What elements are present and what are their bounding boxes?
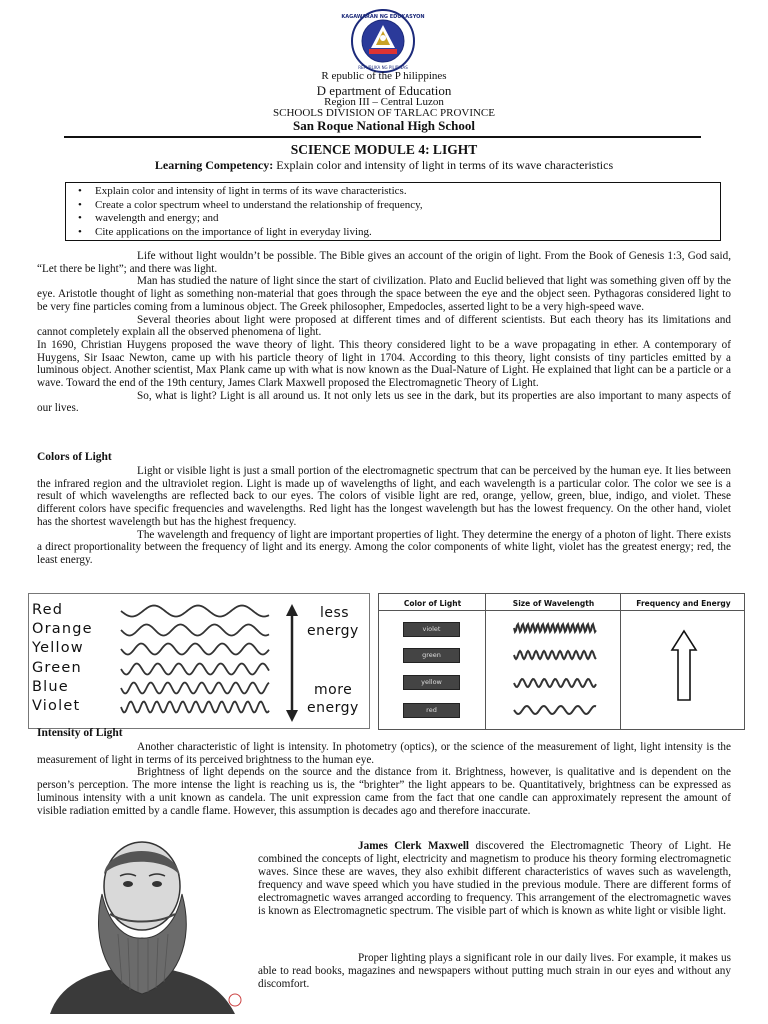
wavelength-violet — [514, 624, 596, 632]
deped-seal-icon — [339, 8, 427, 74]
wavelength-column-header: Size of Wavelength — [512, 599, 595, 608]
energy-arrow-down-icon — [286, 710, 298, 722]
spectrum-label-red: Red — [32, 602, 64, 618]
maxwell-name: James Clerk Maxwell — [358, 840, 470, 852]
region-line: Region III – Central Luzon — [324, 96, 444, 108]
division-line: SCHOOLS DIVISION OF TARLAC PROVINCE — [273, 107, 495, 119]
color-column — [379, 594, 486, 729]
more-energy-label: energy — [307, 700, 359, 716]
objective-item: • Create a color spectrum wheel to understand the relationship of frequency, — [74, 199, 712, 213]
wave-yellow — [121, 644, 269, 655]
energy-column-header: Frequency and Energy — [636, 599, 731, 608]
school-name: San Roque National High School — [292, 118, 476, 133]
colors-paragraph: Light or visible light is just a small portion of the electromagnetic spectrum that can be perceived by the human eye. It lies between the infrared region and the ultraviolet region. Light is made up of wavelengths of light, and each wavelength is a particular color. The color we see is a result of which wavelengths are reflected back to our eyes. The colors of visible light are red, orange, yellow, green, blue, indigo, and violet. These different colors have specific frequencies and wavelengths. Red light has the longest wavelength but has the lowest frequency. On the other hand, violet has the shortest wavelength but has the highest frequency. — [37, 465, 731, 528]
colors-heading: Colors of Light — [37, 451, 112, 463]
color-table — [378, 593, 745, 730]
more-label: more — [314, 682, 353, 698]
swatch-green: green — [403, 648, 460, 663]
spectrum-label-green: Green — [32, 660, 82, 676]
seal-bottom-text: REPUBLIKA NG PILIPINAS — [358, 65, 408, 70]
intensity-paragraph: Another characteristic of light is intensity. In photometry (optics), or the science of the measurement of light, light intensity is the measurement of light in terms of its perceived brightness to the human eye. — [37, 741, 731, 766]
department-line: D epartment of Education — [316, 83, 452, 98]
learning-competency — [0, 158, 768, 173]
intro-paragraph: So, what is light? Light is all around us. It not only lets us see in the dark, but its properties are also important to many aspects of our lives. — [37, 389, 731, 415]
intro-paragraph: Several theories about light were proposed at different times and of different scientists. But each theory has its limitations and cannot completely explain all the observed phenomena of light. — [37, 313, 731, 339]
intensity-section — [37, 741, 731, 817]
competency-label: Learning Competency: — [154, 158, 274, 172]
lighting-section — [258, 952, 731, 991]
wavelength-yellow — [514, 679, 596, 687]
intro-paragraph: In 1690, Christian Huygens proposed the wave theory of light. This theory considered light to be a wave propagating in ether. A contemporary of Huygens, Sir Isaac Newton, came up with his particle theory of light in 1704. According to this theory, light consists of tiny particles emitted by a luminous object. Another scientist, Max Plank came up with what is now known as the Dual-Nature of Light. He explained that light can be a particle or a wave. Toward the end of the 19th century, James Clark Maxwell proposed the Electromagnetic Theory of Light. — [37, 338, 731, 390]
header-divider — [64, 136, 701, 138]
maxwell-portrait — [30, 834, 250, 1014]
lighting-paragraph: Proper lighting plays a significant role in our daily lives. For example, it makes us able to read books, magazines and newspapers without putting much strain in our eyes and without any discomfort. — [258, 952, 731, 990]
intro-section — [37, 250, 731, 415]
wavelength-column — [486, 594, 621, 729]
table-header-divider — [379, 610, 744, 611]
less-energy-label: energy — [307, 623, 359, 639]
intro-paragraph: Life without light wouldn’t be possible. The Bible gives an account of the origin of light. From the Book of Genesis 1:3, God said, “Let there be light”; and there was light. — [37, 250, 731, 275]
color-column-header: Color of Light — [403, 599, 462, 608]
spectrum-label-blue: Blue — [32, 679, 69, 695]
swatch-violet: violet — [403, 622, 460, 637]
energy-arrow-up-icon — [286, 604, 298, 616]
colors-paragraph: The wavelength and frequency of light are important properties of light. They determine the energy of a photon of light. There exists a direct proportionality between the frequency of light and its energy. Among the color components of white light, violet has the greatest energy; red, the least energy. — [37, 528, 731, 566]
spectrum-label-orange: Orange — [32, 621, 93, 637]
maxwell-section — [258, 840, 731, 917]
swatch-red: red — [403, 703, 460, 718]
intensity-paragraph: Brightness of light depends on the source and the distance from it. Brightness, however, is qualitative and is dependent on the person’s perception. The more intense the light is reaching us is, the “brighter” the light appears to be. Quantitatively, brightness can be expressed as luminous intensity with a unit known as candela. The unit expression came from the fact that one candle can approximately represent the amount of visible radiation emitted by a candle flame. However, this assumption is decades ago and therefore inaccurate. — [37, 766, 731, 817]
wave-orange — [121, 625, 269, 636]
wave-red — [121, 606, 269, 617]
swatch-yellow: yellow — [403, 675, 460, 690]
seal-top-text: KAGAWARAN NG EDUKASYON — [341, 14, 425, 20]
maxwell-text: discovered the Electromagnetic Theory of Light. He combined the concepts of light, electricity and magnetism to produce his theory forming electromagnetic waves. Since these are waves, they also exhibit different characteristics of waves such as wavelength, frequency and wave speed which you have studied in the previous module. There are different forms of electromagnetic waves arranged according to frequency. This arrangement of the electromagnetic waves is known as Electromagnetic spectrum. The visible part of which is known as white light or visible light. — [258, 840, 732, 917]
intro-paragraph: Man has studied the nature of light since the start of civilization. Plato and Euclid believed that light was something given off by the eye. Aristotle thought of light as something non-material that goes through the space between the eye and the object seen. Pythagoras considered light to be very fine particles coming from a luminous object. The Greek philosopher, Empedocles, asserted light to be a very high-speed wave. — [37, 275, 731, 313]
competency-text: Explain color and intensity of light in terms of its wave characteristics — [276, 158, 614, 172]
wavelength-samples — [486, 594, 621, 731]
wave-violet — [121, 702, 269, 713]
wave-blue — [121, 683, 269, 694]
wavelength-red — [514, 706, 596, 714]
module-title: SCIENCE MODULE 4: LIGHT — [290, 142, 478, 157]
energy-up-arrow-icon — [621, 594, 746, 731]
maxwell-paragraph — [258, 840, 731, 917]
objective-item: • wavelength and energy; and — [74, 212, 712, 226]
energy-column — [621, 594, 746, 729]
spectrum-label-yellow: Yellow — [32, 640, 84, 656]
objectives-box — [65, 182, 721, 241]
wavelength-green — [514, 651, 596, 659]
less-label: less — [320, 605, 350, 621]
spectrum-label-violet: Violet — [32, 698, 81, 714]
wave-green — [121, 664, 269, 675]
intensity-heading: Intensity of Light — [37, 727, 123, 739]
republic-line: R epublic of the P hilippines — [321, 70, 447, 82]
objective-item: • Explain color and intensity of light in terms of its wave characteristics. — [74, 185, 712, 199]
spectrum-figure — [28, 593, 370, 729]
colors-section — [37, 465, 731, 567]
objective-item: • Cite applications on the importance of light in everyday living. — [74, 226, 712, 240]
